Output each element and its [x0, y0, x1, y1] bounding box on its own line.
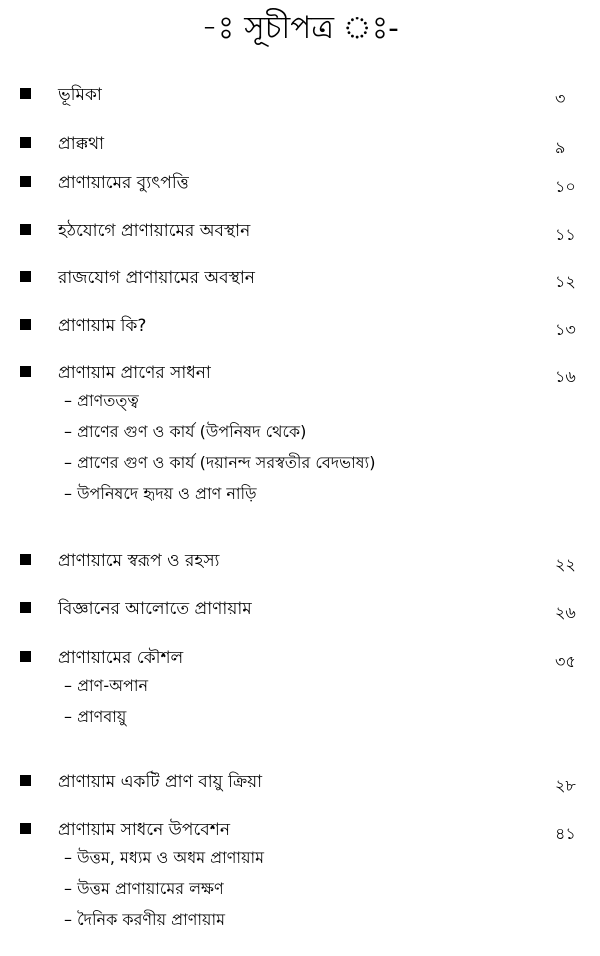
toc-entry-row: [0, 171, 600, 199]
toc-entry-label: প্রাণায়ামে স্বরূপ ও রহস্য: [58, 551, 220, 571]
toc-entry-label: প্রাণায়াম সাধনে উপবেশন: [58, 820, 230, 840]
toc-entry-row: [0, 314, 600, 342]
toc-entry-row: [0, 219, 600, 247]
square-bullet-icon: [20, 366, 31, 377]
toc-entry-row: [0, 597, 600, 625]
toc-entry-page-number: ২৮: [555, 776, 576, 795]
toc-entry: [0, 83, 600, 111]
toc-entry-row: [0, 549, 600, 577]
toc-entry-page-number: ৩৫: [555, 652, 576, 671]
square-bullet-icon: [20, 224, 31, 235]
toc-subentry: – উপনিষদে হৃদয় ও প্রাণ নাড়ি: [64, 484, 257, 503]
toc-entry-row: [0, 646, 600, 674]
toc-entry-label: বিজ্ঞানের আলোতে প্রাণায়াম: [58, 599, 252, 619]
toc-entry-label: প্রাণায়াম একটি প্রাণ বায়ু ক্রিয়া: [58, 772, 263, 792]
toc-entry: [0, 219, 600, 247]
toc-entry-label: হঠযোগে প্রাণায়ামের অবস্থান: [58, 221, 251, 241]
toc-subentry: – প্রাণের গুণ ও কার্য (উপনিষদ থেকে): [64, 422, 307, 441]
toc-entry-page-number: ১৬: [555, 367, 576, 386]
toc-subentries: [0, 846, 600, 939]
square-bullet-icon: [20, 88, 31, 99]
square-bullet-icon: [20, 176, 31, 187]
toc-entry: [0, 646, 600, 736]
toc-entry: [0, 361, 600, 513]
toc-entry-label: ভূমিকা: [58, 85, 102, 105]
toc-entry-page-number: ১১: [555, 225, 576, 244]
square-bullet-icon: [20, 823, 31, 834]
square-bullet-icon: [20, 651, 31, 662]
toc-entry-page-number: ৪১: [555, 824, 576, 843]
square-bullet-icon: [20, 137, 31, 148]
toc-entry-row: [0, 266, 600, 294]
toc-entry: [0, 597, 600, 625]
toc-entry: [0, 314, 600, 342]
toc-subentry: – দৈনিক করণীয় প্রাণায়াম: [64, 910, 225, 929]
square-bullet-icon: [20, 554, 31, 565]
toc-entry-label: প্রাক্কথা: [58, 134, 105, 154]
toc-entry-page-number: ২২: [555, 555, 576, 574]
toc-entry-page-number: ১২: [555, 272, 576, 291]
toc-entry-row: [0, 770, 600, 798]
toc-subentry: – প্রাণের গুণ ও কার্য (দয়ানন্দ সরস্বতীর বেদভাষ্য): [64, 453, 376, 472]
toc-entry-label: প্রাণায়াম কি?: [58, 316, 147, 336]
toc-entry-label: প্রাণায়ামের ব্যুৎপত্তি: [58, 173, 189, 193]
toc-subentries: [0, 674, 600, 736]
toc-entry-page-number: ৯: [555, 138, 566, 157]
square-bullet-icon: [20, 775, 31, 786]
toc-entry-row: [0, 818, 600, 846]
toc-entry: [0, 549, 600, 577]
toc-entry-label: প্রাণায়াম প্রাণের সাধনা: [58, 363, 211, 383]
toc-entry: [0, 266, 600, 294]
toc-subentries: [0, 389, 600, 513]
toc-entry-page-number: ১৩: [555, 320, 576, 339]
toc-entry-row: [0, 132, 600, 160]
toc-entry: [0, 818, 600, 939]
toc-subentry: – উত্তম, মধ্যম ও অধম প্রাণায়াম: [64, 848, 265, 867]
square-bullet-icon: [20, 271, 31, 282]
toc-entry: [0, 171, 600, 199]
toc-entry-page-number: ১০: [555, 177, 576, 196]
square-bullet-icon: [20, 602, 31, 613]
toc-subentry: – প্রাণবায়ু: [64, 707, 127, 726]
page-title: -ঃ সূচীপত্র ঃ-: [201, 10, 399, 46]
toc-entry-row: [0, 83, 600, 111]
toc-entry-row: [0, 361, 600, 389]
toc-entry-label: প্রাণায়ামের কৌশল: [58, 648, 184, 668]
toc-entry: [0, 132, 600, 160]
toc-subentry: – উত্তম প্রাণায়ামের লক্ষণ: [64, 879, 224, 898]
toc-entry-page-number: ৩: [555, 89, 566, 108]
toc-entry-page-number: ২৬: [555, 603, 576, 622]
toc-entry-label: রাজযোগ প্রাণায়ামের অবস্থান: [58, 268, 255, 288]
toc-entry: [0, 770, 600, 798]
toc-subentry: – প্রাণতত্ত্ব: [64, 391, 139, 410]
toc-subentry: – প্রাণ-অপান: [64, 676, 149, 695]
square-bullet-icon: [20, 319, 31, 330]
